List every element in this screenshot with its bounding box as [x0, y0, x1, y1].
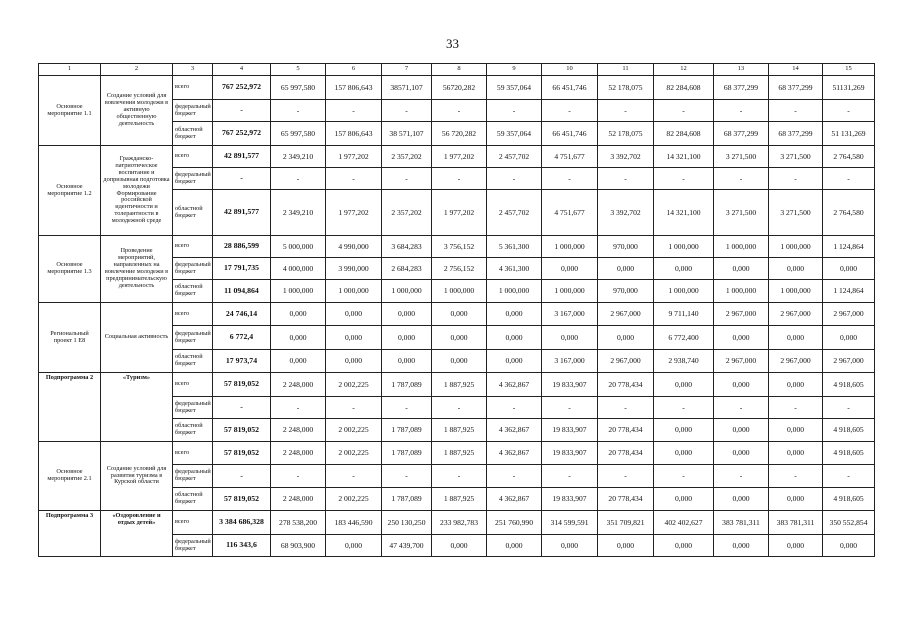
year-value: 0,000: [823, 326, 875, 350]
year-value: 1 000,000: [714, 280, 769, 303]
year-value: 2 002,225: [326, 442, 382, 465]
year-value: 3 392,702: [598, 146, 654, 168]
year-value: 1 977,202: [432, 190, 487, 236]
year-value: 20 778,434: [598, 373, 654, 397]
year-value: 68 377,299: [769, 76, 823, 100]
year-value: 0,000: [823, 535, 875, 557]
year-value: 157 806,643: [326, 122, 382, 146]
year-value: 278 538,200: [271, 511, 326, 535]
year-value: 5 361,300: [487, 236, 542, 258]
total-value: -: [213, 168, 271, 190]
column-header-8: 8: [432, 64, 487, 76]
year-value: -: [382, 465, 432, 488]
total-value: 6 772,4: [213, 326, 271, 350]
year-value: 20 778,434: [598, 488, 654, 511]
table-row: [39, 373, 875, 397]
year-value: 0,000: [769, 373, 823, 397]
funding-source: областной бюджет: [173, 419, 213, 442]
year-value: -: [432, 397, 487, 419]
year-value: -: [382, 100, 432, 122]
year-value: -: [382, 397, 432, 419]
year-value: 14 321,100: [654, 146, 714, 168]
year-value: -: [432, 168, 487, 190]
year-value: 68 377,299: [769, 122, 823, 146]
year-value: 0,000: [823, 258, 875, 280]
program-description: «Оздоровление и отдых детей»: [101, 511, 173, 557]
year-value: -: [654, 168, 714, 190]
year-value: 4 751,677: [542, 146, 598, 168]
table-row: [39, 236, 875, 258]
year-value: 0,000: [487, 535, 542, 557]
year-value: 0,000: [326, 303, 382, 326]
year-value: -: [769, 465, 823, 488]
year-value: 9 711,140: [654, 303, 714, 326]
year-value: 1 000,000: [769, 236, 823, 258]
header-row: [39, 64, 875, 76]
year-value: 5 000,000: [271, 236, 326, 258]
year-value: 233 982,783: [432, 511, 487, 535]
funding-source: федеральный бюджет: [173, 535, 213, 557]
year-value: 0,000: [654, 419, 714, 442]
year-value: -: [487, 168, 542, 190]
year-value: 4 918,605: [823, 419, 875, 442]
year-value: 2 967,000: [598, 350, 654, 373]
funding-source: федеральный бюджет: [173, 465, 213, 488]
year-value: 0,000: [432, 350, 487, 373]
year-value: -: [714, 397, 769, 419]
year-value: 68 377,299: [714, 122, 769, 146]
year-value: -: [598, 100, 654, 122]
year-value: 157 806,643: [326, 76, 382, 100]
column-header-3: 3: [173, 64, 213, 76]
year-value: -: [542, 397, 598, 419]
year-value: 0,000: [714, 373, 769, 397]
column-header-14: 14: [769, 64, 823, 76]
year-value: 1 787,089: [382, 373, 432, 397]
year-value: 1 000,000: [271, 280, 326, 303]
funding-source: федеральный бюджет: [173, 168, 213, 190]
budget-table: [38, 63, 875, 557]
year-value: 0,000: [654, 373, 714, 397]
funding-source: областной бюджет: [173, 280, 213, 303]
total-value: -: [213, 100, 271, 122]
year-value: -: [823, 397, 875, 419]
year-value: 0,000: [654, 488, 714, 511]
year-value: -: [823, 100, 875, 122]
year-value: 0,000: [487, 350, 542, 373]
year-value: 1 000,000: [769, 280, 823, 303]
year-value: 51 131,269: [823, 122, 875, 146]
column-header-2: 2: [101, 64, 173, 76]
year-value: 1 887,925: [432, 488, 487, 511]
year-value: -: [432, 100, 487, 122]
program-name: Подпрограмма 3: [39, 511, 101, 557]
year-value: 4 362,867: [487, 442, 542, 465]
year-value: 383 781,311: [714, 511, 769, 535]
year-value: 4 918,605: [823, 373, 875, 397]
year-value: 3 271,500: [714, 146, 769, 168]
year-value: 1 000,000: [326, 280, 382, 303]
column-header-5: 5: [271, 64, 326, 76]
year-value: 51131,269: [823, 76, 875, 100]
year-value: -: [823, 168, 875, 190]
year-value: -: [271, 168, 326, 190]
year-value: 2 248,000: [271, 419, 326, 442]
year-value: 2 967,000: [769, 303, 823, 326]
column-header-6: 6: [326, 64, 382, 76]
year-value: 402 402,627: [654, 511, 714, 535]
column-header-1: 1: [39, 64, 101, 76]
year-value: 3 167,000: [542, 350, 598, 373]
year-value: 0,000: [382, 350, 432, 373]
program-name: Подпрограмма 2: [39, 373, 101, 442]
year-value: 56 720,282: [432, 122, 487, 146]
year-value: 0,000: [654, 442, 714, 465]
year-value: 3 684,283: [382, 236, 432, 258]
year-value: -: [271, 397, 326, 419]
year-value: 0,000: [542, 535, 598, 557]
year-value: 0,000: [598, 535, 654, 557]
year-value: 2 457,702: [487, 146, 542, 168]
funding-source: областной бюджет: [173, 122, 213, 146]
year-value: 0,000: [769, 419, 823, 442]
program-name: Основное мероприятие 2.1: [39, 442, 101, 511]
year-value: 3 392,702: [598, 190, 654, 236]
year-value: 3 756,152: [432, 236, 487, 258]
year-value: 19 833,907: [542, 419, 598, 442]
year-value: 383 781,311: [769, 511, 823, 535]
year-value: 3 990,000: [326, 258, 382, 280]
year-value: -: [542, 100, 598, 122]
year-value: 0,000: [769, 488, 823, 511]
year-value: 183 446,590: [326, 511, 382, 535]
year-value: 0,000: [432, 303, 487, 326]
year-value: -: [542, 465, 598, 488]
funding-source: федеральный бюджет: [173, 326, 213, 350]
year-value: -: [326, 397, 382, 419]
table-row: [39, 76, 875, 100]
year-value: 0,000: [271, 303, 326, 326]
year-value: 19 833,907: [542, 442, 598, 465]
total-value: 57 819,052: [213, 419, 271, 442]
year-value: -: [714, 465, 769, 488]
total-value: 116 343,6: [213, 535, 271, 557]
year-value: -: [326, 100, 382, 122]
funding-source: всего: [173, 303, 213, 326]
funding-source: всего: [173, 236, 213, 258]
funding-source: областной бюджет: [173, 350, 213, 373]
year-value: 314 599,591: [542, 511, 598, 535]
table-row: [39, 511, 875, 535]
year-value: -: [769, 397, 823, 419]
year-value: 4 362,867: [487, 488, 542, 511]
year-value: 1 000,000: [714, 236, 769, 258]
year-value: 3 167,000: [542, 303, 598, 326]
total-value: 3 384 686,328: [213, 511, 271, 535]
year-value: 1 787,089: [382, 488, 432, 511]
year-value: 0,000: [432, 326, 487, 350]
year-value: 1 000,000: [654, 280, 714, 303]
year-value: 1 000,000: [542, 280, 598, 303]
year-value: 0,000: [714, 488, 769, 511]
total-value: -: [213, 465, 271, 488]
year-value: 4 751,677: [542, 190, 598, 236]
year-value: 56720,282: [432, 76, 487, 100]
program-description: «Туризм»: [101, 373, 173, 442]
total-value: 17 973,74: [213, 350, 271, 373]
year-value: 0,000: [654, 535, 714, 557]
year-value: 38571,107: [382, 76, 432, 100]
year-value: 2 002,225: [326, 488, 382, 511]
year-value: 2 967,000: [823, 303, 875, 326]
program-description: Социальная активность: [101, 303, 173, 373]
total-value: 57 819,052: [213, 488, 271, 511]
year-value: 65 997,580: [271, 122, 326, 146]
year-value: 2 349,210: [271, 190, 326, 236]
column-header-13: 13: [714, 64, 769, 76]
year-value: 2 248,000: [271, 373, 326, 397]
year-value: 68 903,900: [271, 535, 326, 557]
year-value: 59 357,064: [487, 76, 542, 100]
year-value: -: [654, 465, 714, 488]
year-value: 1 977,202: [326, 146, 382, 168]
page-number: 33: [446, 36, 459, 51]
funding-source: федеральный бюджет: [173, 258, 213, 280]
total-value: 57 819,052: [213, 373, 271, 397]
year-value: 0,000: [326, 535, 382, 557]
year-value: -: [487, 100, 542, 122]
year-value: 0,000: [714, 419, 769, 442]
funding-source: федеральный бюджет: [173, 397, 213, 419]
year-value: -: [714, 168, 769, 190]
funding-source: всего: [173, 373, 213, 397]
funding-source: всего: [173, 442, 213, 465]
year-value: 1 887,925: [432, 442, 487, 465]
year-value: 0,000: [769, 442, 823, 465]
year-value: 2 756,152: [432, 258, 487, 280]
year-value: 251 760,990: [487, 511, 542, 535]
year-value: -: [326, 168, 382, 190]
column-header-15: 15: [823, 64, 875, 76]
funding-source: федеральный бюджет: [173, 100, 213, 122]
total-value: 57 819,052: [213, 442, 271, 465]
year-value: 0,000: [487, 303, 542, 326]
year-value: 6 772,400: [654, 326, 714, 350]
program-description: Проведение мероприятий, направленных на вовлечение молодежи в предпринимательскую деятельность: [101, 236, 173, 303]
year-value: 0,000: [271, 326, 326, 350]
year-value: -: [487, 465, 542, 488]
year-value: 2 764,580: [823, 190, 875, 236]
column-header-12: 12: [654, 64, 714, 76]
year-value: 0,000: [654, 258, 714, 280]
funding-source: всего: [173, 511, 213, 535]
year-value: 1 000,000: [382, 280, 432, 303]
year-value: 4 990,000: [326, 236, 382, 258]
year-value: 20 778,434: [598, 442, 654, 465]
year-value: 0,000: [487, 326, 542, 350]
year-value: -: [769, 168, 823, 190]
year-value: 2 967,000: [714, 303, 769, 326]
column-header-7: 7: [382, 64, 432, 76]
year-value: 1 000,000: [487, 280, 542, 303]
year-value: 82 284,608: [654, 76, 714, 100]
year-value: 2 967,000: [823, 350, 875, 373]
year-value: 2 002,225: [326, 373, 382, 397]
year-value: 2 248,000: [271, 488, 326, 511]
year-value: 59 357,064: [487, 122, 542, 146]
program-description: Создание условий для развития туризма в Курской области: [101, 442, 173, 511]
year-value: 350 552,854: [823, 511, 875, 535]
year-value: 0,000: [714, 535, 769, 557]
year-value: 4 362,867: [487, 373, 542, 397]
year-value: -: [769, 100, 823, 122]
year-value: 47 439,700: [382, 535, 432, 557]
year-value: -: [654, 397, 714, 419]
year-value: -: [654, 100, 714, 122]
year-value: 68 377,299: [714, 76, 769, 100]
year-value: -: [598, 168, 654, 190]
year-value: 4 918,605: [823, 488, 875, 511]
funding-source: областной бюджет: [173, 488, 213, 511]
year-value: 0,000: [598, 258, 654, 280]
year-value: 2 684,283: [382, 258, 432, 280]
year-value: 19 833,907: [542, 373, 598, 397]
total-value: 767 252,972: [213, 76, 271, 100]
year-value: -: [598, 397, 654, 419]
year-value: -: [382, 168, 432, 190]
year-value: 0,000: [326, 326, 382, 350]
year-value: 2 967,000: [769, 350, 823, 373]
column-header-4: 4: [213, 64, 271, 76]
year-value: 1 000,000: [542, 236, 598, 258]
year-value: 52 178,075: [598, 122, 654, 146]
funding-source: всего: [173, 146, 213, 168]
column-header-10: 10: [542, 64, 598, 76]
year-value: 2 248,000: [271, 442, 326, 465]
year-value: 65 997,580: [271, 76, 326, 100]
year-value: 38 571,107: [382, 122, 432, 146]
year-value: 250 130,250: [382, 511, 432, 535]
funding-source: областной бюджет: [173, 190, 213, 236]
year-value: 1 000,000: [432, 280, 487, 303]
total-value: 42 891,577: [213, 146, 271, 168]
year-value: 1 977,202: [432, 146, 487, 168]
year-value: -: [542, 168, 598, 190]
year-value: 1 887,925: [432, 373, 487, 397]
total-value: 767 252,972: [213, 122, 271, 146]
program-name: Региональный проект 1 Е8: [39, 303, 101, 373]
year-value: -: [271, 100, 326, 122]
year-value: 66 451,746: [542, 76, 598, 100]
year-value: 0,000: [326, 350, 382, 373]
year-value: 4 918,605: [823, 442, 875, 465]
total-value: 24 746,14: [213, 303, 271, 326]
year-value: 1 000,000: [654, 236, 714, 258]
year-value: 4 361,300: [487, 258, 542, 280]
year-value: 0,000: [769, 535, 823, 557]
column-header-9: 9: [487, 64, 542, 76]
year-value: -: [823, 465, 875, 488]
total-value: 42 891,577: [213, 190, 271, 236]
column-header-11: 11: [598, 64, 654, 76]
year-value: 0,000: [714, 442, 769, 465]
year-value: 3 271,500: [714, 190, 769, 236]
table-row: [39, 146, 875, 168]
year-value: -: [714, 100, 769, 122]
year-value: 351 709,821: [598, 511, 654, 535]
year-value: 4 362,867: [487, 419, 542, 442]
year-value: 2 938,740: [654, 350, 714, 373]
year-value: 2 967,000: [598, 303, 654, 326]
year-value: 2 457,702: [487, 190, 542, 236]
year-value: 970,000: [598, 236, 654, 258]
funding-source: всего: [173, 76, 213, 100]
program-name: Основное мероприятие 1.3: [39, 236, 101, 303]
program-name: Основное мероприятие 1.1: [39, 76, 101, 146]
year-value: 1 124,864: [823, 236, 875, 258]
year-value: 3 271,500: [769, 190, 823, 236]
program-description: Гражданско-патриотическое воспитание и допризывная подготовка молодежи Формирование российской идентичности и толерантности в молодежной среде: [101, 146, 173, 236]
year-value: 0,000: [714, 258, 769, 280]
year-value: -: [598, 465, 654, 488]
year-value: 1 887,925: [432, 419, 487, 442]
year-value: 0,000: [542, 258, 598, 280]
year-value: 82 284,608: [654, 122, 714, 146]
table-row: [39, 303, 875, 326]
year-value: -: [487, 397, 542, 419]
year-value: 20 778,434: [598, 419, 654, 442]
year-value: 0,000: [542, 326, 598, 350]
year-value: 1 124,864: [823, 280, 875, 303]
year-value: -: [432, 465, 487, 488]
year-value: 2 764,580: [823, 146, 875, 168]
year-value: -: [271, 465, 326, 488]
year-value: 2 002,225: [326, 419, 382, 442]
year-value: 0,000: [769, 326, 823, 350]
year-value: 14 321,100: [654, 190, 714, 236]
year-value: 0,000: [432, 535, 487, 557]
total-value: 17 791,735: [213, 258, 271, 280]
year-value: 2 357,202: [382, 146, 432, 168]
year-value: 970,000: [598, 280, 654, 303]
year-value: 0,000: [382, 326, 432, 350]
year-value: 1 787,089: [382, 419, 432, 442]
year-value: 66 451,746: [542, 122, 598, 146]
year-value: 1 977,202: [326, 190, 382, 236]
year-value: 0,000: [598, 326, 654, 350]
program-description: Создание условий для вовлечения молодежи в активную общественную деятельность: [101, 76, 173, 146]
year-value: 52 178,075: [598, 76, 654, 100]
year-value: 3 271,500: [769, 146, 823, 168]
total-value: -: [213, 397, 271, 419]
year-value: 2 357,202: [382, 190, 432, 236]
year-value: 2 967,000: [714, 350, 769, 373]
year-value: 0,000: [769, 258, 823, 280]
total-value: 11 094,864: [213, 280, 271, 303]
year-value: 2 349,210: [271, 146, 326, 168]
year-value: 0,000: [714, 326, 769, 350]
year-value: 0,000: [271, 350, 326, 373]
year-value: -: [326, 465, 382, 488]
total-value: 28 886,599: [213, 236, 271, 258]
year-value: 4 000,000: [271, 258, 326, 280]
year-value: 1 787,089: [382, 442, 432, 465]
table-row: [39, 442, 875, 465]
program-name: Основное мероприятие 1.2: [39, 146, 101, 236]
year-value: 0,000: [382, 303, 432, 326]
year-value: 19 833,907: [542, 488, 598, 511]
